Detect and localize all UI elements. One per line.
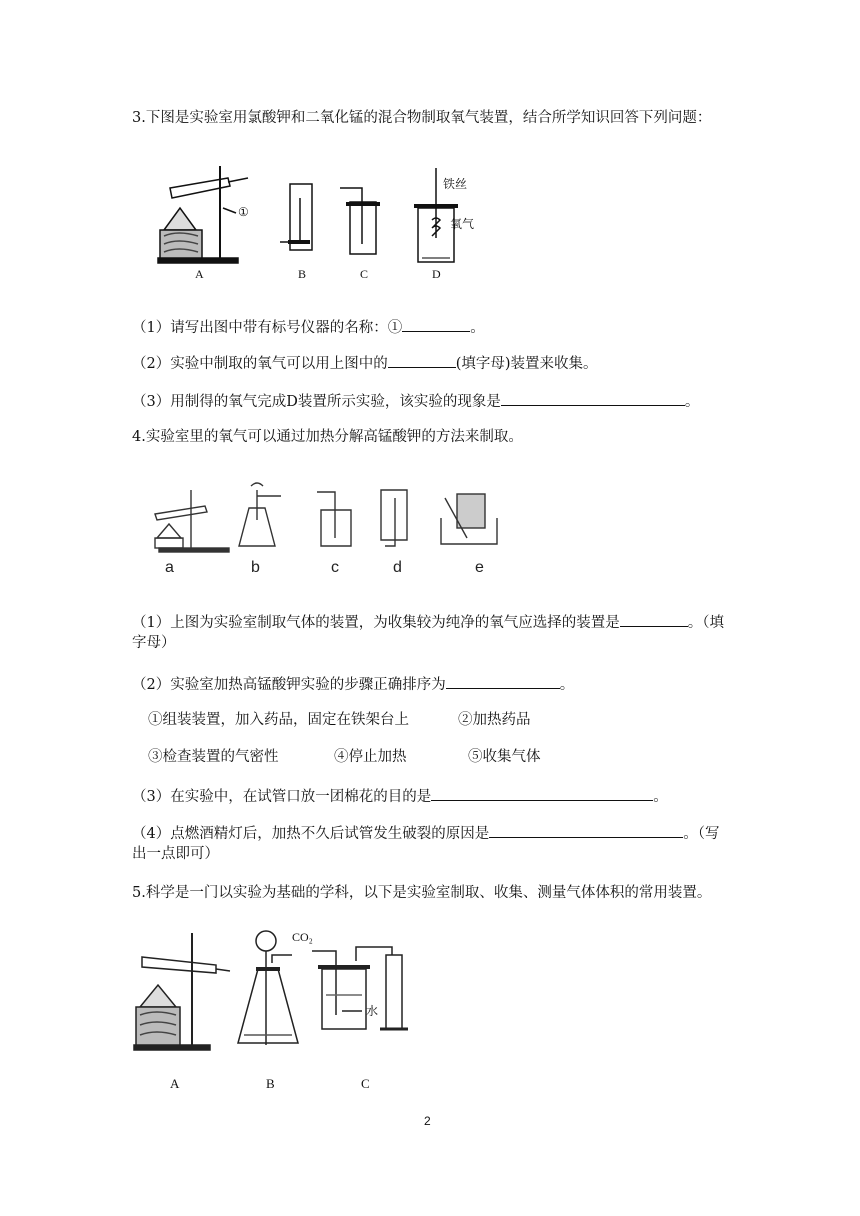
label-a: A <box>195 267 204 281</box>
q4-sub1: （1）上图为实验室制取气体的装置，为收集较为纯净的氧气应选择的装置是 。（填 <box>132 611 724 633</box>
answer-blank[interactable] <box>431 785 653 801</box>
answer-blank[interactable] <box>446 673 560 689</box>
q3-sub1: （1）请写出图中带有标号仪器的名称：① 。 <box>132 316 485 338</box>
q4-apparatus-diagram <box>145 480 515 578</box>
label-c: C <box>360 267 369 281</box>
q4-sub3: （3）在实验中，在试管口放一团棉花的目的是 。 <box>132 785 668 807</box>
q4-sub2: （2）实验室加热高锰酸钾实验的步骤正确排序为 。 <box>132 673 574 695</box>
label-d: d <box>393 559 402 576</box>
label-b: B <box>298 267 307 281</box>
q4-step1: ①组装装置，加入药品，固定在铁架台上 <box>148 712 409 728</box>
label-oxygen: 氧气 <box>450 217 475 231</box>
q4-step4: ④停止加热 <box>334 749 407 765</box>
q4-step3: ③检查装置的气密性 <box>148 749 279 765</box>
q4-step2: ②加热药品 <box>458 712 531 728</box>
label-a: a <box>165 559 174 576</box>
q5-label-c: C <box>361 1076 370 1091</box>
q3-stem: 3.下图是实验室用氯酸钾和二氧化锰的混合物制取氧气装置，结合所学知识回答下列问题： <box>132 110 712 126</box>
q4-sub4-cont: 出一点即可） <box>132 846 219 862</box>
q5-label-a: A <box>170 1076 180 1091</box>
q4-stem: 4.实验室里的氧气可以通过加热分解高锰酸钾的方法来制取。 <box>132 429 523 445</box>
q5-apparatus-diagram <box>130 925 420 1065</box>
label-d: D <box>432 267 441 281</box>
q5-stem: 5.科学是一门以实验为基础的学科，以下是实验室制取、收集、测量气体体积的常用装置。 <box>132 885 712 901</box>
label-iron-wire: 铁丝 <box>443 177 468 191</box>
answer-blank[interactable] <box>388 352 456 368</box>
answer-blank[interactable] <box>620 611 688 627</box>
answer-blank[interactable] <box>402 316 470 332</box>
q3-figure <box>150 158 475 288</box>
label-b: b <box>251 559 260 576</box>
label-e: e <box>475 559 484 576</box>
q5-label-b: B <box>266 1076 275 1091</box>
q4-step5: ⑤收集气体 <box>468 749 541 765</box>
label-water: 水 <box>366 1004 379 1018</box>
q4-sub4: （4）点燃酒精灯后，加热不久后试管发生破裂的原因是 。（写 <box>132 822 719 844</box>
label-co2: CO₂ <box>292 930 313 944</box>
q3-apparatus-diagram <box>150 158 475 288</box>
q3-sub2: （2）实验中制取的氧气可以用上图中的 (填字母)装置来收集。 <box>132 352 598 374</box>
label-c: c <box>331 559 339 576</box>
answer-blank[interactable] <box>489 822 683 838</box>
page-number: 2 <box>424 1114 431 1128</box>
q5-figure <box>130 925 420 1065</box>
q3-sub3: （3）用制得的氧气完成D装置所示实验，该实验的现象是 。 <box>132 390 699 412</box>
q4-sub1-cont: 字母） <box>132 635 176 651</box>
q4-figure <box>145 480 515 578</box>
answer-blank[interactable] <box>501 390 685 406</box>
label-circle-1: ① <box>238 205 249 219</box>
